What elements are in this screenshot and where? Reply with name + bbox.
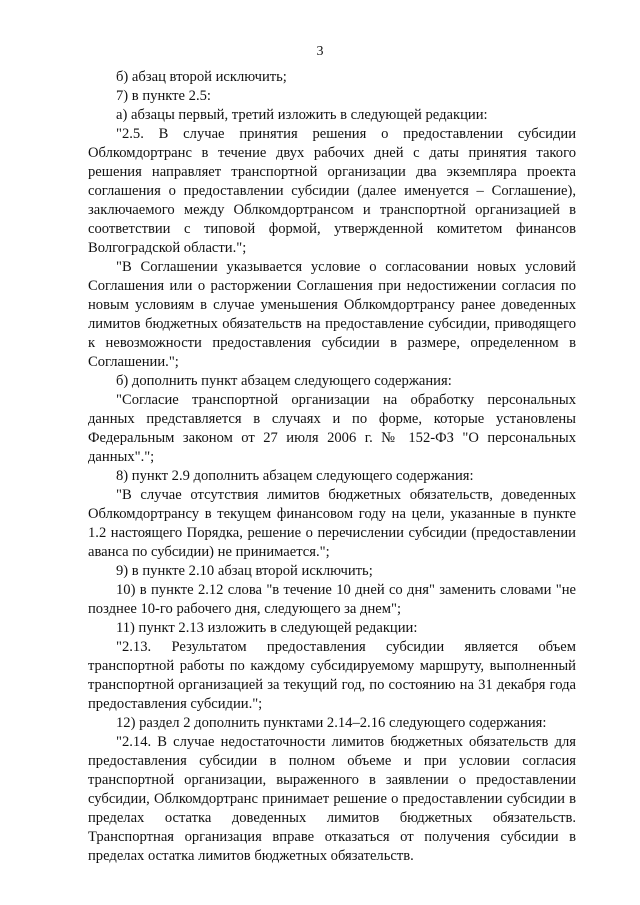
- paragraph: б) дополнить пункт абзацем следующего содержания:: [116, 373, 452, 389]
- paragraph: 9) в пункте 2.10 абзац второй исключить;: [116, 563, 373, 579]
- paragraph: "В случае отсутствия лимитов бюджетных обязательств, доведенных Облкомдортрансу в текущем финансовом году на цели, указанные в пункте 1.2 настоящего Порядка, решение о перечислении субсидии (предоставлении аванса по субсидии) не принимается.";: [88, 487, 576, 560]
- paragraph: 11) пункт 2.13 изложить в следующей редакции:: [116, 620, 418, 636]
- paragraph: "Согласие транспортной организации на обработку персональных данных представляется в случаях и по форме, которые установлены Федеральным законом от 27 июля 2006 г. № 152-ФЗ "О персональных данных".";: [88, 392, 576, 465]
- paragraph: "2.14. В случае недостаточности лимитов бюджетных обязательств для предоставления субсидии в полном объеме и при условии согласия транспортной организации, выраженного в заявлении о предоставлении субсидии, Облкомдортранс принимает решение о предоставлении субсидии в пределах остатка доведенных лимитов бюджетных обязательств. Транспортная организация вправе отказаться от получения субсидии в пределах остатка лимитов бюджетных обязательств.: [88, 734, 576, 864]
- paragraph: "2.5. В случае принятия решения о предоставлении субсидии Облкомдортранс в течение двух рабочих дней с даты принятия такого решения направляет транспортной организации два экземпляра проекта соглашения о предоставлении субсидии (далее именуется – Соглашение), заключаемого между Облкомдортрансом и транспортной организацией в соответствии с типовой формой, утвержденной комитетом финансов Волгоградской области.";: [88, 126, 576, 256]
- paragraph: 12) раздел 2 дополнить пунктами 2.14–2.16 следующего содержания:: [116, 715, 547, 731]
- paragraph: "В Соглашении указывается условие о согласовании новых условий Соглашения или о расторжении Соглашения при недостижении согласия по новым условиям в случае уменьшения Облкомдортрансу ранее доведенных лимитов бюджетных обязательств на предоставление субсидии, приводящего к невозможности предоставления субсидии в размере, определенном в Соглашении.";: [88, 259, 576, 370]
- paragraph: б) абзац второй исключить;: [116, 69, 287, 85]
- paragraph: "2.13. Результатом предоставления субсидии является объем транспортной работы по каждому субсидируемому маршруту, выполненный транспортной организацией за текущий год, по состоянию на 31 декабря года предоставления субсидии.";: [88, 639, 576, 712]
- paragraph: 8) пункт 2.9 дополнить абзацем следующего содержания:: [116, 468, 474, 484]
- paragraph: а) абзацы первый, третий изложить в следующей редакции:: [116, 107, 488, 123]
- document-body: [88, 68, 576, 866]
- paragraph: 10) в пункте 2.12 слова "в течение 10 дней со дня" заменить словами "не позднее 10-го рабочего дня, следующего за днем";: [88, 582, 576, 617]
- page-number: 3: [316, 44, 324, 59]
- paragraph: 7) в пункте 2.5:: [116, 88, 211, 104]
